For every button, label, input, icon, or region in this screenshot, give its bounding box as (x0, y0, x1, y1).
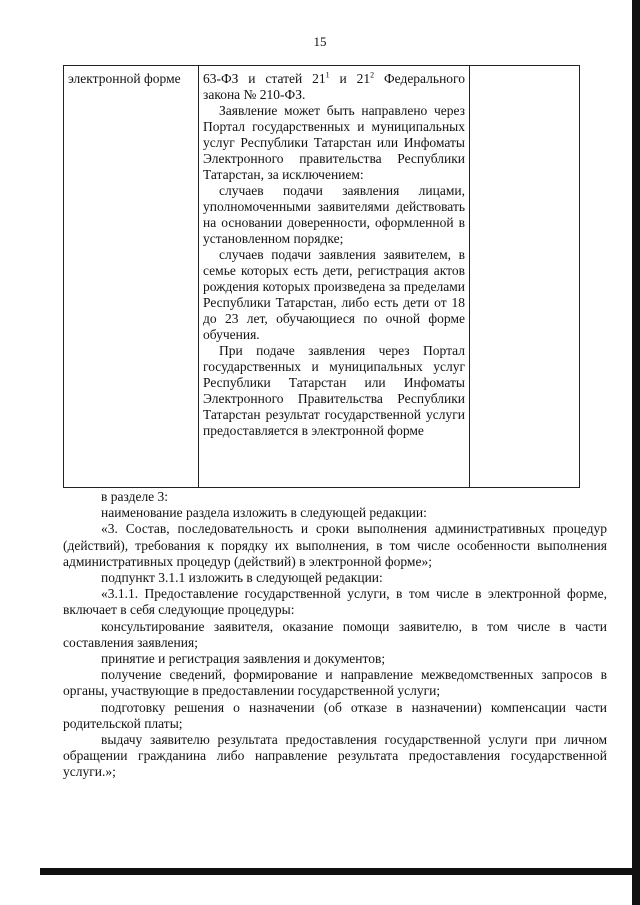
body-paragraph: получение сведений, формирование и направление межведомственных запросов в органы, участвующие в предоставлении государственной услуги; (63, 667, 607, 699)
body-paragraph: подпункт 3.1.1 изложить в следующей редакции: (101, 570, 383, 586)
table-cell-paragraph: При подаче заявления через Портал государственных и муниципальных услуг Республики Татарстан или Инфоматы Электронного Правительства Республики Татарстан результат государственной услуги предоставляется в электронной форме (203, 343, 465, 438)
table-column-divider (469, 66, 470, 487)
body-paragraph: консультирование заявителя, оказание помощи заявителю, в том числе в части составления заявления; (63, 618, 607, 650)
scan-edge-right (632, 0, 640, 905)
table-cell-paragraph: случаев подачи заявления заявителем, в семье которых есть дети, регистрация актов рождения которых произведена за пределами Республики Татарстан, либо есть дети от 18 до 23 лет, обучающиеся по очной форме обучения. (203, 247, 465, 342)
table-cell-conditions (203, 71, 465, 439)
page-number: 15 (313, 34, 327, 49)
body-paragraph: «3.1.1. Предоставление государственной услуги, в том числе в электронной форме, включает в себя следующие процедуры: (63, 586, 607, 618)
body-paragraph: наименование раздела изложить в следующей редакции: (101, 505, 427, 521)
document-body (63, 489, 607, 781)
body-paragraph: выдачу заявителю результата предоставления государственной услуги при личном обращении гражданина либо направление результата предоставления государственной услуги.»; (63, 732, 607, 780)
table-cell-paragraph: Заявление может быть направлено через Портал государственных и муниципальных услуг Республики Татарстан или Инфоматы Электронного правительства Республики Татарстан, за исключением: (203, 103, 465, 182)
body-paragraph: в разделе 3: (101, 489, 169, 504)
body-paragraph: подготовку решения о назначении (об отказе в назначении) компенсации части родительской платы; (63, 699, 607, 731)
table-cell-paragraph: 63-ФЗ и статей $21^1$ и $21^2$ Федерального закона № 210-ФЗ. (203, 70, 465, 102)
scan-edge-bottom (40, 868, 640, 875)
body-paragraph: «3. Состав, последовательность и сроки выполнения административных процедур (действий), требования к порядку их выполнения, в том числе особенности выполнения административных процедур (действий) в электронной форме»; (63, 521, 607, 569)
body-paragraph: принятие и регистрация заявления и документов; (101, 651, 386, 667)
table-column-divider (198, 66, 199, 487)
table-cell-form: электронной форме (68, 71, 181, 86)
table-cell-paragraph: случаев подачи заявления лицами, уполномоченными заявителями действовать на основании доверенности, оформленной в установленном порядке; (203, 183, 465, 246)
regulation-table (63, 65, 580, 488)
